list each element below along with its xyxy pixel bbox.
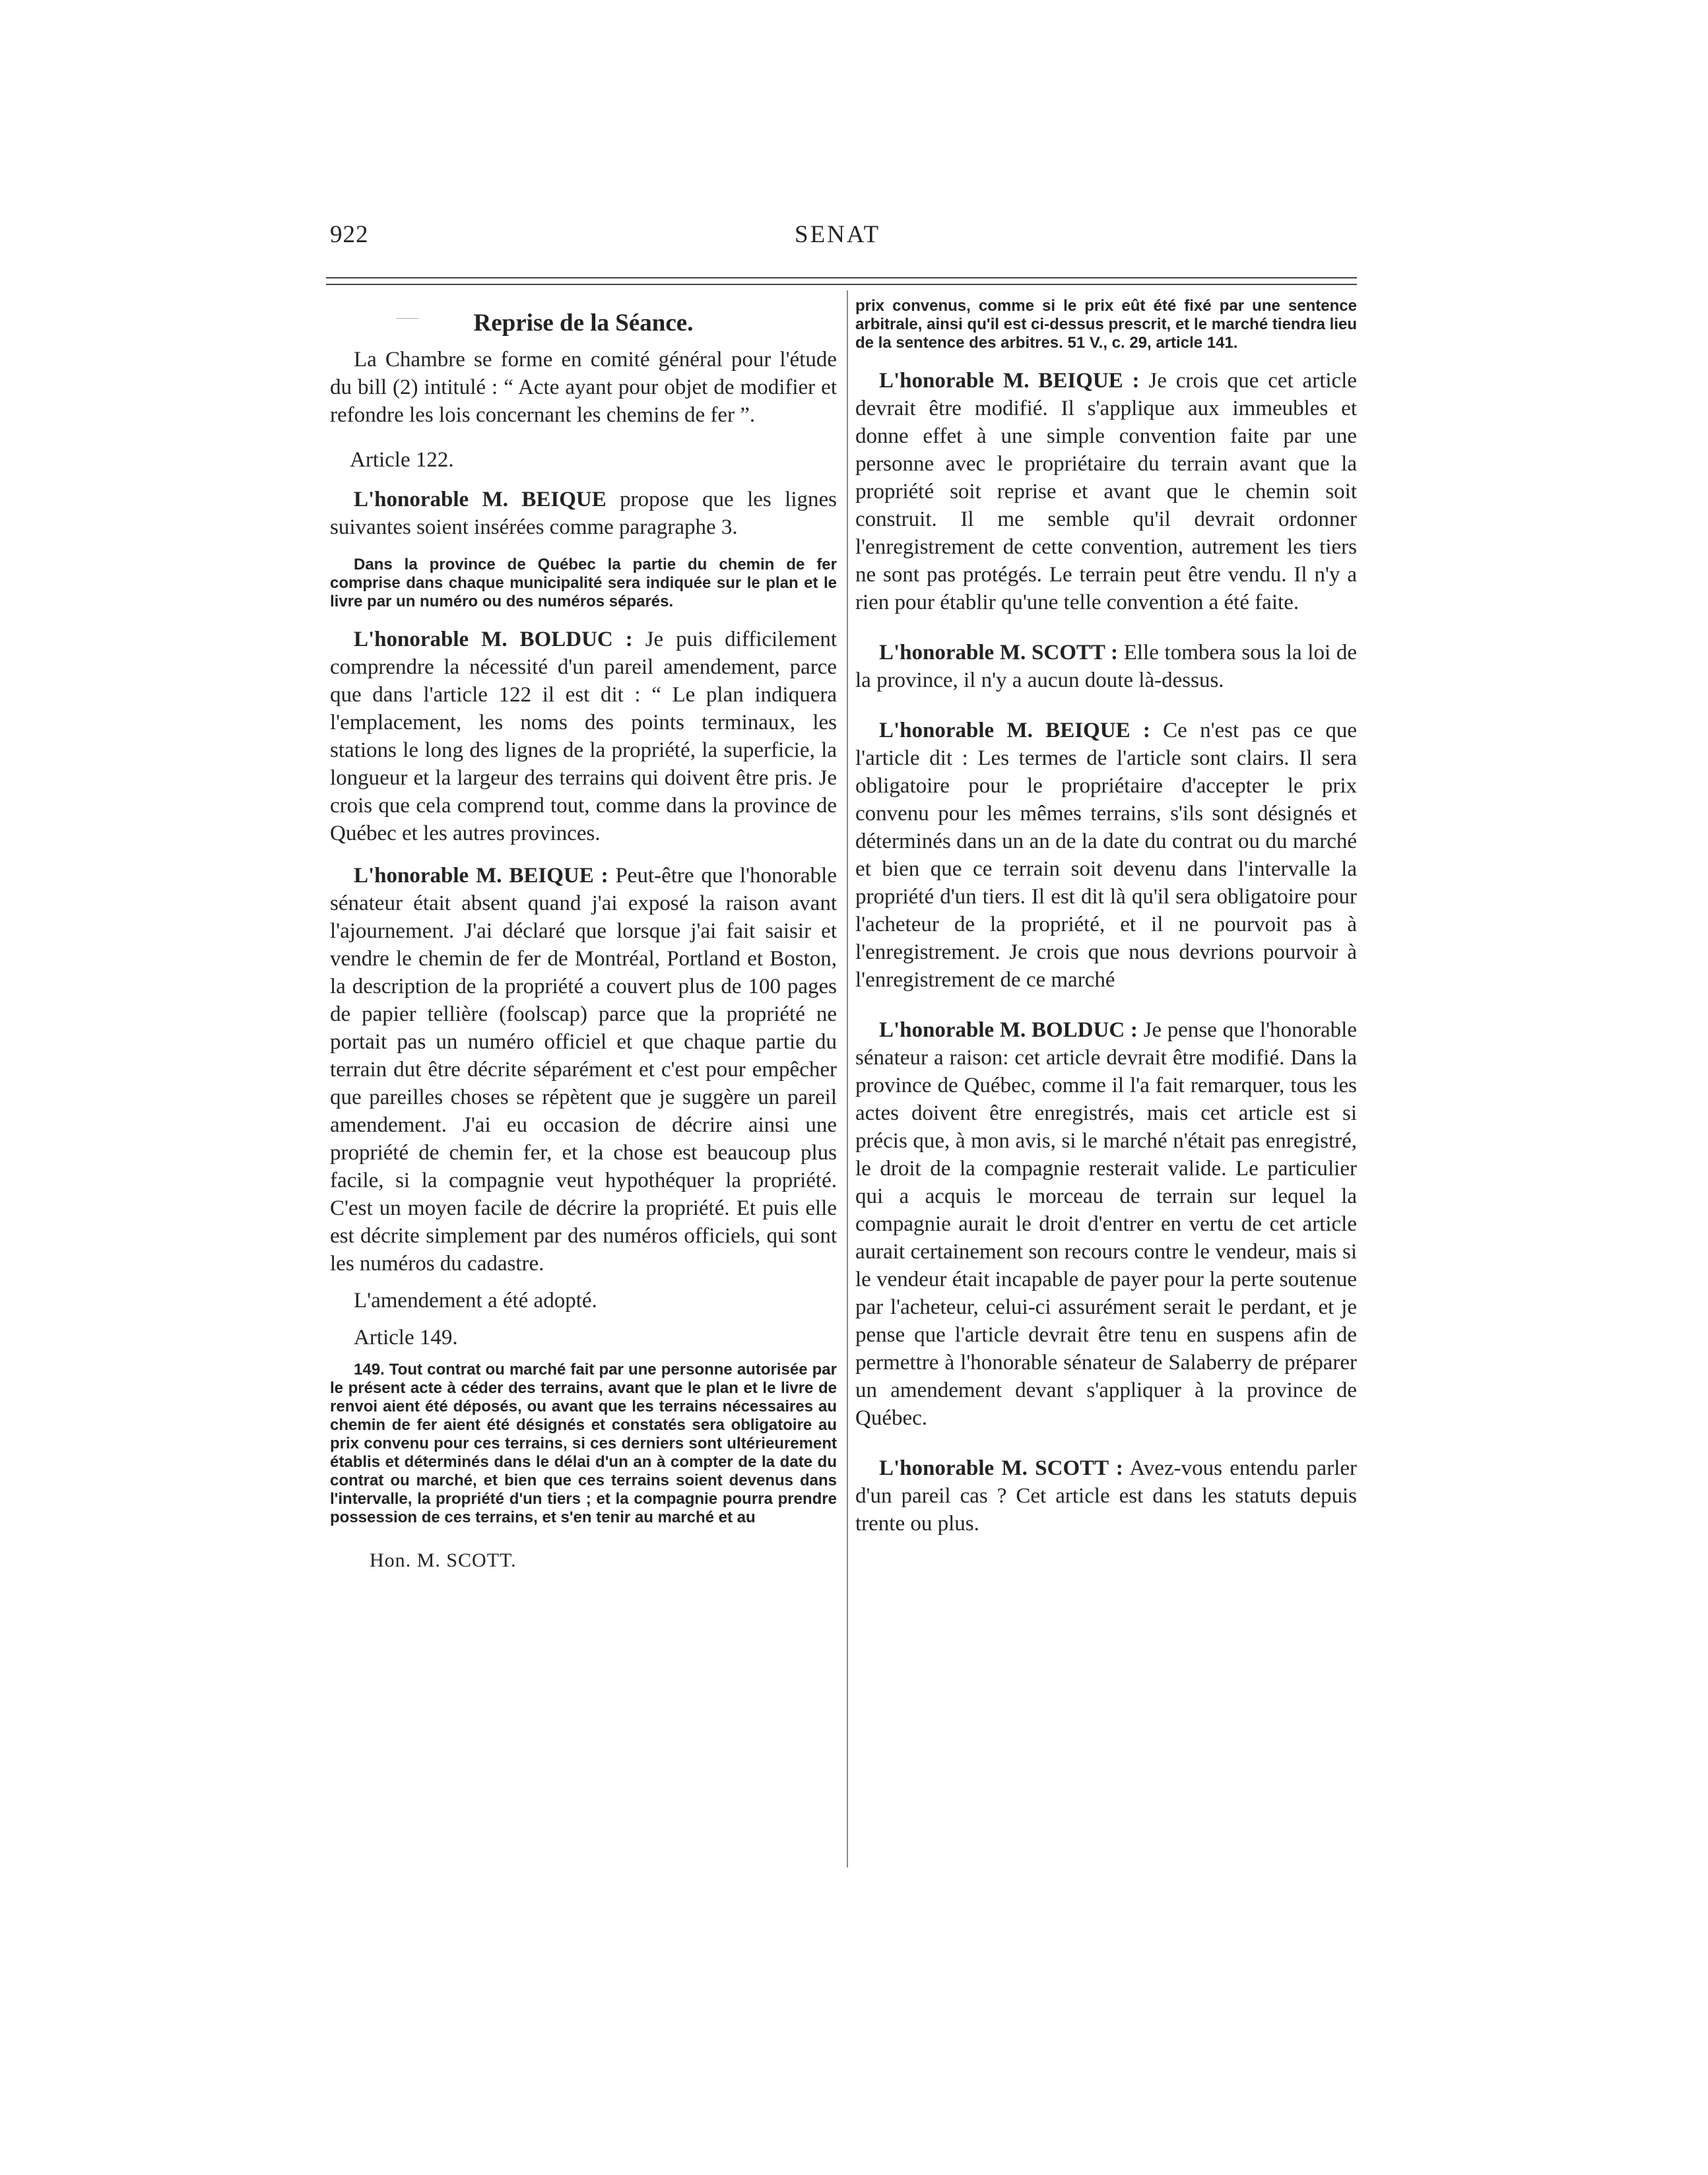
left-column	[330, 297, 837, 1574]
right-column	[855, 297, 1357, 1538]
page-number: 922	[330, 221, 369, 248]
paragraph-scott-1	[855, 639, 1357, 694]
speech-text: Elle tombera sous la loi de la province, il n'y a aucun doute là-dessus.	[855, 641, 1357, 692]
footer-note: Hon. M. SCOTT.	[370, 1549, 517, 1571]
paragraph-beique-2	[855, 717, 1357, 994]
paragraph-bolduc	[330, 626, 837, 847]
quoted-article-149-continued: prix convenus, comme si le prix eût été fixé par une sentence arbitrale, ainsi qu'il est ci-dessus prescrit, et le marché tiendra lieu de la sentence des arbitres. 51 V., c. 29, article 141.	[855, 297, 1357, 352]
paragraph-beique-reply	[330, 862, 837, 1278]
speaker-name: L'honorable M. BEIQUE :	[879, 369, 1140, 393]
paragraph-amendment-adopted: L'amendement a été adopté.	[354, 1289, 597, 1313]
speech-text: Je crois que cet article devrait être modifié. Il s'applique aux immeubles et donne effet à une simple convention faite par une personne avec le propriétaire du terrain avant que la propriété soit reprise et avant que le chemin soit construit. Il me semble qu'il devrait ordonner l'enregistrement de cette convention, autrement les tiers ne sont pas protégés. Le terrain peut être vendu. Il n'y a rien pour établir qu'une telle convention a été faite.	[855, 369, 1357, 614]
article-122-label: Article 122.	[350, 448, 454, 472]
section-heading: Reprise de la Séance.	[473, 309, 694, 337]
paragraph-beique-1	[855, 367, 1357, 616]
speaker-name: L'honorable M. SCOTT :	[879, 1456, 1123, 1480]
header-rule-bottom	[326, 284, 1357, 285]
quoted-article-149: 149. Tout contrat ou marché fait par une personne autorisée par le présent acte à céder des terrains, avant que le plan et le livre de renvoi aient été déposés, ou avant que les terrains nécessaires au chemin de fer aient été désignés et constatés sera obligatoire au prix convenu pour ces terrains, si ces derniers sont ultérieurement établis et déterminés dans le délai d'un an à compter de la date du contrat ou marché, et bien que ces terrains soient devenus dans l'intervalle, la propriété d'un tiers ; et la compagnie pourra prendre possession de ces terrains, et s'en tenir au marché et au	[330, 1361, 837, 1526]
paragraph-committee: La Chambre se forme en comité général pour l'étude du bill (2) intitulé : “ Acte ayant pour objet de modifier et refondre les lois concernant les chemins de fer ”.	[330, 348, 837, 427]
paragraph-scott-2	[855, 1454, 1357, 1538]
speaker-name: L'honorable M. SCOTT :	[879, 641, 1118, 665]
quoted-amendment: Dans la province de Québec la partie du chemin de fer comprise dans chaque municipalité sera indiquée sur le plan et le livre par un numéro ou des numéros séparés.	[330, 556, 837, 610]
speaker-name: L'honorable M. BOLDUC :	[879, 1018, 1138, 1042]
header-rule-top	[326, 277, 1357, 278]
speech-text: Ce n'est pas ce que l'article dit : Les termes de l'article sont clairs. Il sera obligatoire pour le propriétaire d'accepter le prix convenu pour les mêmes terrains, s'ils sont désignés et déterminés dans un an de la date du contrat ou du marché et bien que ce terrain soit devenu dans l'intervalle la propriété d'un tiers. Il est dit là qu'il sera obligatoire pour l'acheteur de la propriété, et il ne pourvoit pas à l'enregistrement. Je crois que nous devrions pourvoir à l'enregistrement de ce marché	[855, 719, 1357, 992]
speech-text: Peut-être que l'honorable sénateur était absent quand j'ai exposé la raison avant l'ajournement. J'ai déclaré que lorsque j'ai fait saisir et vendre le chemin de fer de Montréal, Portland et Boston, la description de la propriété a couvert plus de 100 pages de papier tellière (foolscap) parce que la propriété ne portait pas un numéro officiel et que chaque partie du terrain dut être décrite séparément et c'est pour empêcher que pareilles choses se répètent que je suggère un pareil amendement. J'ai eu occasion de décrire ainsi une propriété de chemin fer, et la chose est beaucoup plus facile, si la compagnie veut hypothéquer la propriété. C'est un moyen facile de décrire la propriété. Et puis elle est décrite simplement par des numéros officiels, qui sont les numéros du cadastre.	[330, 864, 838, 1276]
column-divider	[847, 290, 848, 1867]
speech-text: Je pense que l'honorable sénateur a raison: cet article devrait être modifié. Dans la province de Québec, comme il l'a fait remarquer, tous les actes doivent être enregistrés, mais cet article est si précis que, à mon avis, si le marché n'était pas enregistré, le droit de la compagnie resterait valide. Le particulier qui a acquis le morceau de terrain sur lequel la compagnie aurait le droit d'entrer en vertu de cet article aurait certainement son recours contre le vendeur, mais si le vendeur était incapable de payer pour la perte soutenue par l'acheteur, celui-ci assurément serait le perdant, et je pense que l'article devrait être tenu en suspens afin de permettre à l'honorable sénateur de Salaberry de préparer un amendement devant s'appliquer à la province de Québec.	[855, 1018, 1357, 1430]
paragraph-bolduc-2	[855, 1016, 1357, 1432]
speech-text: propose que les lignes suivantes soient insérées comme paragraphe 3.	[330, 488, 837, 539]
speaker-name: L'honorable M. BEIQUE :	[354, 864, 608, 888]
speech-text: Avez-vous entendu parler d'un pareil cas ? Cet article est dans les statuts depuis trente ou plus.	[855, 1456, 1357, 1536]
speech-text: Je puis difficilement comprendre la nécessité d'un pareil amendement, parce que dans l'article 122 il est dit : “ Le plan indiquera l'emplacement, les noms des points terminaux, les stations le long des lignes de la propriété, la superficie, la longueur et la largeur des terrains qui doivent être pris. Je crois que cela comprend tout, comme dans la province de Québec et les autres provinces.	[330, 628, 837, 845]
speaker-name: L'honorable M. BEIQUE	[354, 488, 607, 511]
running-title: SENAT	[795, 221, 881, 248]
paragraph-beique-motion	[330, 486, 837, 541]
speaker-name: L'honorable M. BEIQUE :	[879, 719, 1150, 742]
speaker-name: L'honorable M. BOLDUC :	[354, 628, 633, 651]
article-149-label: Article 149.	[354, 1326, 458, 1349]
